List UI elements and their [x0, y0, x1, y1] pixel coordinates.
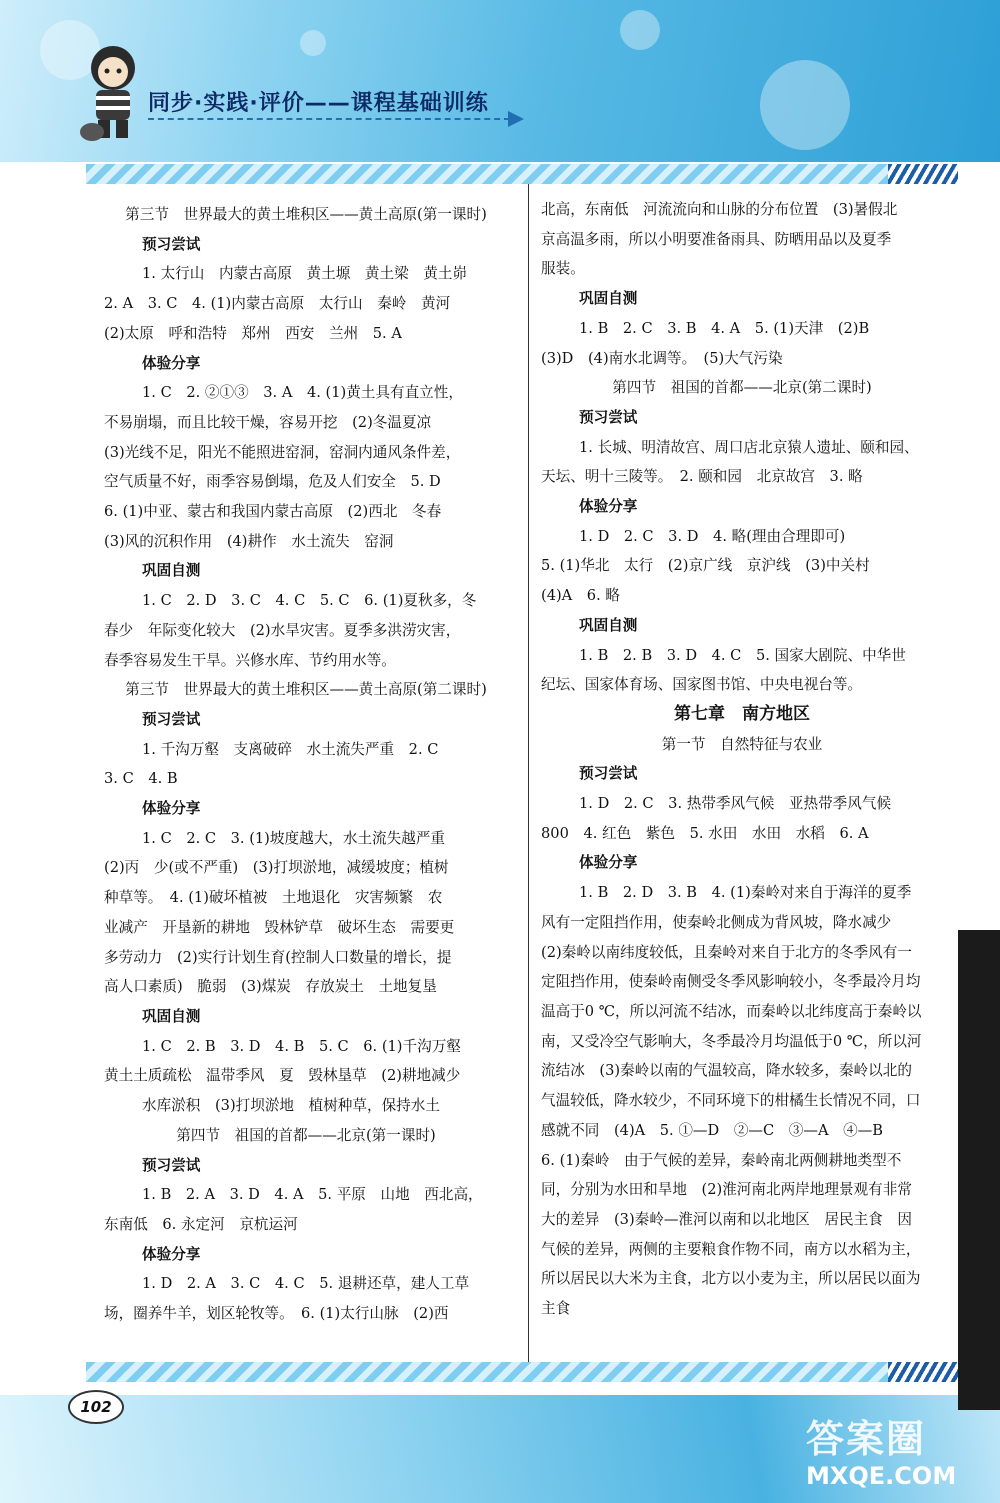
answer-line: 1. B 2. B 3. D 4. C 5. 国家大剧院、中华世: [579, 646, 906, 664]
answer-line: 南，又受冷空气影响大，冬季最冷月均温低于0 ℃，所以河: [541, 1032, 922, 1050]
answer-line: 所以居民以大米为主食，北方以小麦为主，所以居民以面为: [541, 1270, 921, 1288]
answer-line: 风有一定阻挡作用，使秦岭北侧成为背风坡，降水减少: [541, 913, 892, 931]
right-column: [541, 195, 943, 1324]
answer-line: 1. 千沟万壑 支离破碎 水土流失严重 2. C: [142, 740, 439, 758]
answer-line: 1. B 2. C 3. B 4. A 5. (1)天津 (2)B: [579, 319, 870, 337]
section-heading: 体验分享: [579, 854, 638, 872]
answer-line: 春季容易发生干旱。兴修水库、节约用水等。: [104, 651, 396, 669]
section-heading: 体验分享: [142, 1245, 201, 1263]
answer-line: 北高，东南低 河流流向和山脉的分布位置 (3)暑假北: [541, 201, 898, 218]
edge-tab: [958, 930, 1000, 1410]
answer-line: 1. D 2. C 3. 热带季风气候 亚热带季风气候: [579, 795, 892, 813]
answer-line: 东南低 6. 永定河 京杭运河: [104, 1215, 298, 1233]
header-banner: [0, 0, 1000, 162]
section-title: 第七章 南方地区: [674, 703, 810, 724]
section-heading: 体验分享: [142, 354, 201, 372]
answer-line: 黄土土质疏松 温带季风 夏 毁林垦草 (2)耕地减少: [104, 1067, 461, 1085]
answer-line: 1. C 2. C 3. (1)坡度越大，水土流失越严重: [142, 829, 446, 847]
mascot-icon: [78, 42, 148, 142]
answer-line: (3)光线不足，阳光不能照进窑洞，窑洞内通风条件差，: [104, 443, 461, 461]
header-underline: [148, 118, 510, 120]
answer-line: 纪坛、国家体育场、国家图书馆、中央电视台等。: [541, 676, 863, 694]
answer-line: 春少 年际变化较大 (2)水旱灾害。夏季多洪涝灾害，: [104, 621, 461, 639]
answer-line: 业减产 开垦新的耕地 毁林铲草 破坏生态 需要更: [104, 918, 455, 936]
page-number: 102: [68, 1390, 124, 1424]
answer-line: 800 4. 红色 紫色 5. 水田 水田 水稻 6. A: [541, 824, 869, 842]
answer-line: 1. 太行山 内蒙古高原 黄土塬 黄土梁 黄土峁: [142, 265, 468, 283]
watermark-site: MXQE.COM: [806, 1462, 957, 1490]
answer-line: 空气质量不好，雨季容易倒塌，危及人们安全 5. D: [104, 473, 441, 491]
answer-line: 1. C 2. D 3. C 4. C 5. C 6. (1)夏秋多，冬: [142, 592, 477, 610]
answer-line: 1. B 2. D 3. B 4. (1)秦岭对来自于海洋的夏季: [579, 884, 912, 902]
answer-line: (2)秦岭以南纬度较低，且秦岭对来自于北方的冬季风有一: [541, 943, 912, 961]
answer-line: (2)丙 少(或不严重) (3)打坝淤地，减缓坡度；植树: [104, 859, 449, 877]
answer-line: 1. D 2. C 3. D 4. 略(理由合理即可): [579, 527, 846, 545]
answer-line: 3. C 4. B: [104, 770, 178, 788]
answer-line: 种草等。 4. (1)破坏植被 土地退化 灾害频繁 农: [104, 889, 443, 907]
section-heading: 预习尝试: [142, 235, 201, 253]
answer-line: 1. 长城、明清故宫、周口店北京猿人遗址、颐和园、: [579, 438, 919, 456]
answer-line: 6. (1)中亚、蒙古和我国内蒙古高原 (2)西北 冬春: [104, 503, 442, 521]
answer-line: 大的差异 (3)秦岭—淮河以南和以北地区 居民主食 因: [541, 1210, 912, 1228]
answer-line: 1. B 2. A 3. D 4. A 5. 平原 山地 西北高，: [142, 1186, 483, 1204]
section-title: 第一节 自然特征与农业: [661, 735, 823, 753]
answer-line: 不易崩塌，而且比较干燥，容易开挖 (2)冬温夏凉: [104, 413, 432, 431]
answer-line: 主食: [541, 1300, 571, 1318]
section-heading: 体验分享: [579, 498, 638, 516]
section-title: 第四节 祖国的首都——北京(第二课时): [612, 379, 872, 397]
section-title: 第三节 世界最大的黄土堆积区——黄土高原(第二课时): [125, 681, 487, 699]
section-title: 第四节 祖国的首都——北京(第一课时): [176, 1126, 436, 1144]
section-heading: 巩固自测: [142, 1007, 201, 1025]
answer-line: 水库淤积 (3)打坝淤地 植树种草，保持水土: [142, 1097, 440, 1115]
section-heading: 预习尝试: [579, 408, 638, 426]
answer-line: (2)太原 呼和浩特 郑州 西安 兰州 5. A: [104, 324, 402, 342]
answer-line: (4)A 6. 略: [541, 587, 620, 605]
answer-line: 京高温多雨，所以小明要准备雨具、防晒用品以及夏季: [541, 230, 892, 248]
section-title: 第三节 世界最大的黄土堆积区——黄土高原(第一课时): [125, 206, 487, 223]
answer-line: 高人口素质) 脆弱 (3)煤炭 存放炭土 土地复垦: [104, 978, 437, 996]
section-heading: 体验分享: [142, 800, 201, 818]
section-heading: 巩固自测: [142, 562, 201, 580]
answer-line: (3)风的沉积作用 (4)耕作 水土流失 窑洞: [104, 532, 394, 550]
answer-line: 天坛、明十三陵等。 2. 颐和园 北京故宫 3. 略: [541, 468, 863, 486]
answer-line: 场，圈养牛羊，划区轮牧等。 6. (1)太行山脉 (2)西: [104, 1305, 449, 1323]
answer-line: 气温较低，降水较少，不同环境下的柑橘生长情况不同，口: [541, 1092, 921, 1110]
answer-line: 定阻挡作用，使秦岭南侧受冬季风影响较小，冬季最冷月均: [541, 973, 921, 991]
answer-line: (3)D (4)南水北调等。 (5)大气污染: [541, 349, 783, 367]
answer-line: 6. (1)秦岭 由于气候的差异，秦岭南北两侧耕地类型不: [541, 1151, 902, 1169]
section-heading: 预习尝试: [142, 710, 201, 728]
answer-line: 1. C 2. B 3. D 4. B 5. C 6. (1)千沟万壑: [142, 1037, 461, 1055]
left-column: [104, 200, 508, 1329]
column-divider: [528, 184, 529, 1362]
section-heading: 预习尝试: [142, 1156, 201, 1174]
answer-line: 感就不同 (4)A 5. ①—D ②—C ③—A ④—B: [541, 1121, 883, 1139]
answer-line: 5. (1)华北 太行 (2)京广线 京沪线 (3)中关村: [541, 557, 870, 575]
top-divider-strip: [86, 164, 958, 184]
answer-line: 气候的差异，两侧的主要粮食作物不同，南方以水稻为主，: [541, 1240, 921, 1258]
section-heading: 预习尝试: [579, 765, 638, 783]
answer-line: 1. C 2. ②①③ 3. A 4. (1)黄土具有直立性，: [142, 384, 463, 402]
section-heading: 巩固自测: [579, 616, 638, 634]
answer-line: 流结冰 (3)秦岭以南的气温较高，降水较多，秦岭以北的: [541, 1062, 912, 1080]
section-heading: 巩固自测: [579, 290, 638, 308]
answer-line: 1. D 2. A 3. C 4. C 5. 退耕还草，建人工草: [142, 1275, 470, 1293]
bottom-divider-strip: [86, 1362, 958, 1382]
answer-line: 2. A 3. C 4. (1)内蒙古高原 太行山 秦岭 黄河: [104, 295, 451, 313]
answer-line: 多劳动力 (2)实行计划生育(控制人口数量的增长，提: [104, 948, 452, 966]
answer-line: 服装。: [541, 260, 585, 278]
header-title: 同步·实践·评价——课程基础训练: [148, 91, 489, 116]
arrow-icon: [508, 111, 524, 127]
answer-line: 温高于0 ℃，所以河流不结冰，而秦岭以北纬度高于秦岭以: [541, 1002, 922, 1020]
watermark-logo: 答案圈: [806, 1417, 927, 1461]
answer-line: 同，分别为水田和旱地 (2)淮河南北两岸地理景观有非常: [541, 1181, 912, 1199]
